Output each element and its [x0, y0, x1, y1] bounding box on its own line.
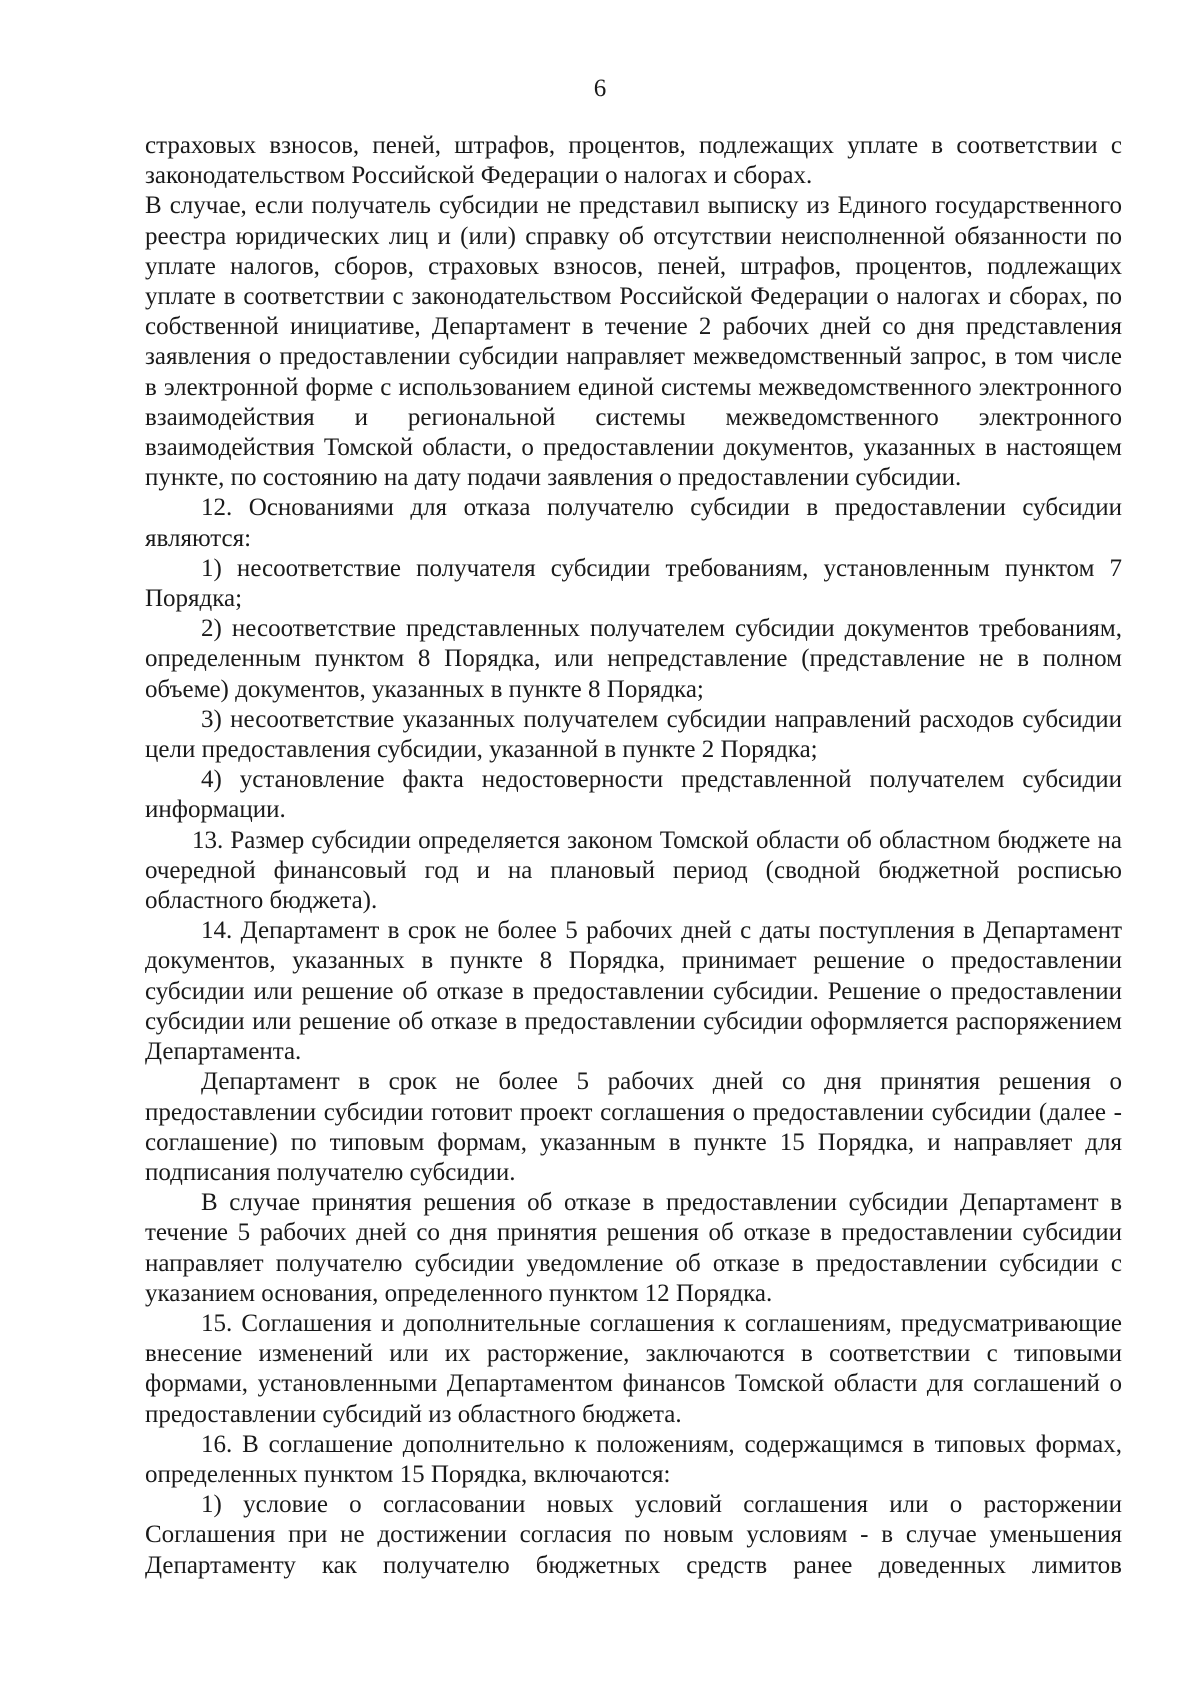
- paragraph-12-item-1: 1) несоответствие получателя субсидии требованиям, установленным пунктом 7 Порядка;: [145, 554, 1122, 613]
- paragraph-12-item-2: 2) несоответствие представленных получателем субсидии документов требованиям, определенным пунктом 8 Порядка, или непредставление (представление не в полном объеме) документов, указанных в пункте 8 Порядка;: [145, 615, 1122, 703]
- paragraph-12-item-3: 3) несоответствие указанных получателем субсидии направлений расходов субсидии цели предоставления субсидии, указанной в пункте 2 Порядка;: [145, 705, 1122, 764]
- document-body: [145, 131, 1122, 1581]
- paragraph-12-item-4: 4) установление факта недостоверности представленной получателем субсидии информации.: [145, 766, 1122, 824]
- paragraph-continuation: страховых взносов, пеней, штрафов, процентов, подлежащих уплате в соответствии с законодательством Российской Федерации о налогах и сборах.: [145, 132, 1122, 190]
- paragraph-12: 12. Основаниями для отказа получателю субсидии в предоставлении субсидии являются:: [145, 494, 1122, 552]
- paragraph-13: 13. Размер субсидии определяется законом Томской области об областном бюджете на очередной финансовый год и на плановый период (сводной бюджетной росписью областного бюджета).: [145, 826, 1122, 915]
- paragraph-16-item-1: 1) условие о согласовании новых условий соглашения или о расторжении Соглашения при не достижении согласия по новым условиям - в случае уменьшения Департаменту как получателю бюджетных средств ранее доведенных лимитов: [145, 1491, 1122, 1579]
- paragraph-request-note: В случае, если получатель субсидии не представил выписку из Единого государственного реестра юридических лиц и (или) справку об отсутствии неисполненной обязанности по уплате налогов, сборов, страховых взносов, пеней, штрафов, процентов, подлежащих уплате в соответствии с законодательством Российской Федерации о налогах и сборах, по собственной инициативе, Департамент в течение 2 рабочих дней со дня представления заявления о предоставлении субсидии направляет межведомственный запрос, в том числе в электронной форме с использованием единой системы межведомственного электронного взаимодействия и региональной системы межведомственного электронного взаимодействия Томской области, о предоставлении документов, указанных в настоящем пункте, по состоянию на дату подачи заявления о предоставлении субсидии.: [145, 192, 1122, 492]
- paragraph-15: 15. Соглашения и дополнительные соглашения к соглашениям, предусматривающие внесение изменений или их расторжение, заключаются в соответствии с типовыми формами, установленными Департаментом финансов Томской области для соглашений о предоставлении субсидий из областного бюджета.: [145, 1309, 1122, 1428]
- paragraph-14-refusal: В случае принятия решения об отказе в предоставлении субсидии Департамент в течение 5 рабочих дней со дня принятия решения об отказе в предоставлении субсидии направляет получателю субсидии уведомление об отказе в предоставлении субсидии с указанием основания, определенного пунктом 12 Порядка.: [145, 1189, 1122, 1307]
- paragraph-14-agreement: Департамент в срок не более 5 рабочих дней со дня принятия решения о предоставлении субсидии готовит проект соглашения о предоставлении субсидии (далее - соглашение) по типовым формам, указанным в пункте 15 Порядка, и направляет для подписания получателю субсидии.: [145, 1068, 1122, 1186]
- page-number: 6: [593, 75, 607, 102]
- paragraph-16: 16. В соглашение дополнительно к положениям, содержащимся в типовых формах, определенных пунктом 15 Порядка, включаются:: [145, 1430, 1122, 1488]
- paragraph-14: 14. Департамент в срок не более 5 рабочих дней с даты поступления в Департамент документов, указанных в пункте 8 Порядка, принимает решение о предоставлении субсидии или решение об отказе в предоставлении субсидии. Решение о предоставлении субсидии или решение об отказе в предоставлении субсидии оформляется распоряжением Департамента.: [145, 917, 1122, 1066]
